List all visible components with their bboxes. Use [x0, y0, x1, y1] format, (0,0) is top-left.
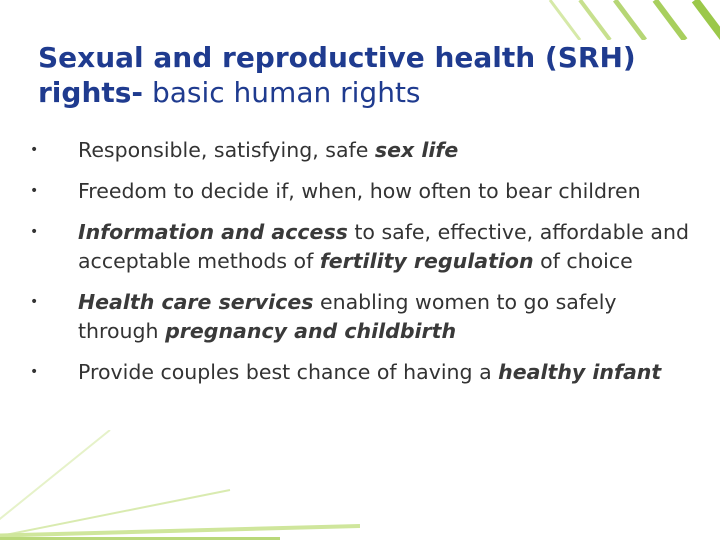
bullet-marker: • [30, 294, 39, 310]
slide-title [38, 40, 688, 110]
bullet-text: Freedom to decide if, when, how often to bear children [78, 179, 641, 203]
bullet-emphasis-text: Information and access [78, 220, 348, 244]
title-normal-part: basic human rights [143, 76, 421, 109]
bullet-item [30, 358, 700, 387]
bullet-marker: • [30, 142, 39, 158]
bullet-emphasis-text: Health care services [78, 290, 314, 314]
top-right-decoration [520, 0, 720, 40]
bullet-marker: • [30, 364, 39, 380]
bullet-item [30, 288, 700, 346]
bullet-list [30, 136, 700, 399]
bullet-item [30, 177, 700, 206]
bullet-marker: • [30, 224, 39, 240]
bullet-emphasis-text: healthy infant [498, 360, 662, 384]
bullet-text: Responsible, satisfying, safe [78, 138, 375, 162]
bullet-item [30, 136, 700, 165]
bullet-text: of choice [533, 249, 633, 273]
bullet-text: to safe, effective, affordable and acceptable methods of [78, 220, 689, 273]
bullet-text: enabling women to go safely through [78, 290, 617, 343]
bullet-item [30, 218, 700, 276]
bullet-emphasis-text: pregnancy and childbirth [165, 319, 457, 343]
bottom-left-decoration [0, 430, 360, 540]
bullet-emphasis-text: sex life [374, 138, 459, 162]
title-bold-part: Sexual and reproductive health (SRH) rights- [38, 41, 636, 109]
bullet-marker: • [30, 183, 39, 199]
bullet-emphasis-text: fertility regulation [319, 249, 534, 273]
bullet-text: Provide couples best chance of having a [78, 360, 499, 384]
